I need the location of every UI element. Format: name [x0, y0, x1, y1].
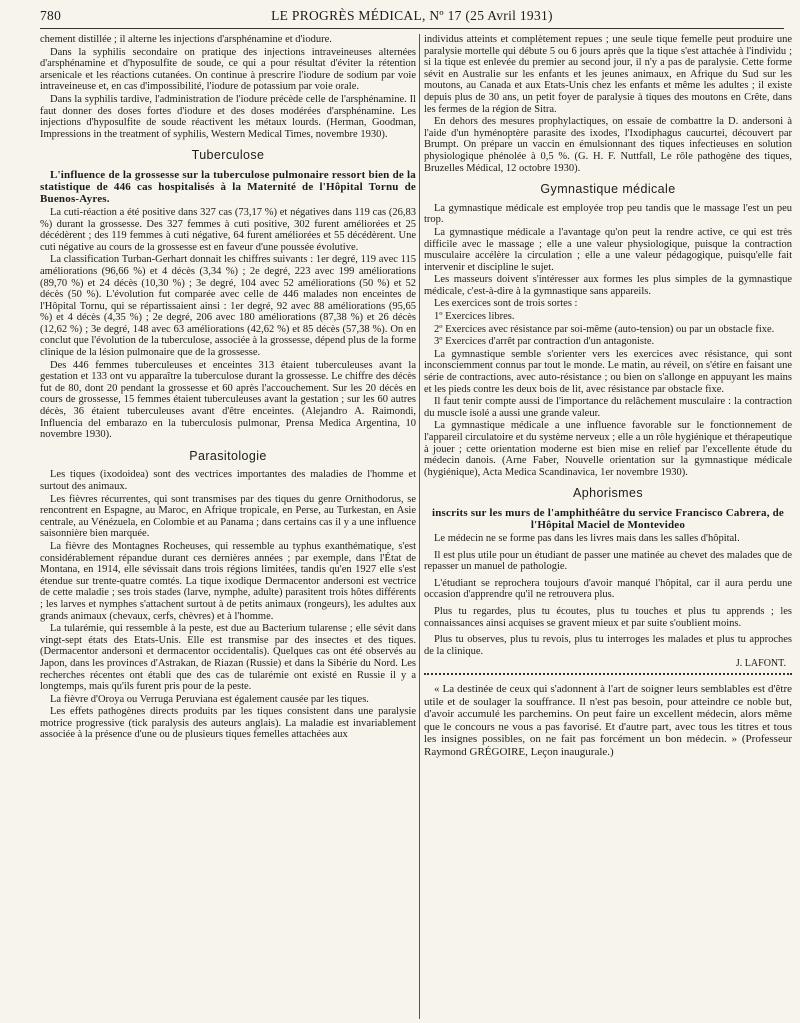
list-item: 1º Exercices libres. — [434, 311, 515, 323]
header-rule — [40, 28, 784, 29]
closing-quote: « La destinée de ceux qui s'adonnent à l'art de soigner leurs semblables est d'être utile et de soulager la souffrance. Il n'est pas besoin, pour atteindre ce noble but, d'avoir accumulé les parchemins. On peut faire un excellent médecin, alors même que le concours ne vous a pas favorisé. Et d'autre part, avec tous les titres et tous les insignes possibles, on ne fait pas forcément un bon médecin. » (Professeur Raymond GRÉGOIRE, Leçon inaugurale.) — [424, 682, 792, 758]
aphorism: Plus tu observes, plus tu revois, plus tu interroges les malades et plus tu approches de la clinique. — [424, 634, 792, 657]
section-heading-parasitologie: Parasitologie — [189, 448, 267, 463]
paragraph: La fièvre d'Oroya ou Verruga Peruviana est également causée par les tiques. — [50, 693, 369, 705]
left-column — [40, 34, 416, 1019]
paragraph: individus atteints et complètement repues ; une seule tique femelle peut produire une paralysie mortelle qui débute 5 ou 6 jours après que la tique s'est attachée à l'individu ; si la tique est enlevée du premier au second jour, il n'y a pas de paralysie. Cette forme sévit en Australie sur les enfants et les jeunes animaux, en Afrique du Sud sur les moutons, au Canada et aux Etats-Unis chez les enfants et même les adultes ; il existe depuis plus de 30 ans, un petit foyer de paralysie à tiques des moutons en Crête, dans les fermes de la région de Sitra. — [424, 34, 792, 115]
aphorismes-subtitle: inscrits sur les murs de l'amphithéâtre du service Francisco Cabrera, de l'Hôpital Maciel de Montevideo — [431, 506, 784, 531]
paragraph: La cuti-réaction a été positive dans 327 cas (73,17 %) et négatives dans 119 cas (26,83 %) durant la grossesse. Des 327 femmes à cuti positive, 302 furent améliorées et 25 décédèrent ; des 119 femmes à cuti négative, 64 furent améliorées et 55 décédèrent. Une cuti négative au cours de la grossesse est en faveur d'une poussée évolutive. — [40, 206, 416, 253]
article-title: L'influence de la grossesse sur la tuberculose pulmonaire ressort bien de la statistique de 446 cas hospitalisés à la Maternité de l'Hôpital Tornu de Buenos-Ayres. — [40, 168, 416, 205]
section-heading-gymnastique: Gymnastique médicale — [540, 182, 676, 197]
paragraph: Les effets pathogènes directs produits par les tiques consistent dans une paralysie motrice progressive (tick paralysis des auteurs anglais). La maladie est invariablement associée à la présence d'une ou de plusieurs tiques femelles attachées aux — [40, 706, 416, 741]
paragraph: Dans la syphilis secondaire on pratique des injections intraveineuses alternées d'arsphénamine et d'hyposulfite de soude, ce qui a pour résultat d'éviter la rétention arsenicale et les réactions cutanées. On continue à prescrire l'iodure de sodium par voie intraveineuse et, en cas d'impossibilité, l'iodure de potassium par voie orale. — [40, 46, 416, 93]
paragraph: Des 446 femmes tuberculeuses et enceintes 313 étaient tuberculeuses avant la gestation et 133 ont vu apparaître la tuberculose durant la grossesse. Le chiffre des décès fut de 80, dont 20 pendant la grossesse et 60 après l'accouchement. Sur les 20 décès en cours de grossesse, 15 femmes étaient tuberculeuses avant la gestation ; sur les 60 autres décès, 36 étaient tuberculeuses avant d'être enceintes. (Alejandro A. Raimondi, Influencia del embarazo en la tuberculosis pulmonar, Prensa Medica Argentina, 10 novembre 1930). — [40, 359, 416, 441]
paragraph: Les fièvres récurrentes, qui sont transmises par des tiques du genre Ornithodorus, se rencontrent en Espagne, au Maroc, en Afrique tropicale, en Perse, au Turkestan, en Asie centrale, au Vénézuela, en Colombie et au Panama ; dans certains cas il y a une influence saisonnière bien marquée. — [40, 493, 416, 540]
list-item: 2º Exercices avec résistance par soi-même (auto-tension) ou par un obstacle fixe. — [434, 323, 775, 335]
aphorismes-list — [424, 533, 792, 657]
paragraph: La tularémie, qui ressemble à la peste, est due au Bacterium tularense ; elle sévit dans vingt-sept états des Etats-Unis. Elle est transmise par des insectes et des tiques. (Dermacentor andersoni et dermacentor occidentalis). Quelques cas ont été observés au Japon, dans les provinces d'Astrakan, de Riazan (Russie) et dans la Sibérie du Nord. Les recherches récentes ont établi que des cas de tularémie ont existé en Russie il y a longtemps, mais qu'ils furent pris pour de la peste. — [40, 623, 416, 693]
paragraph: La fièvre des Montagnes Rocheuses, qui ressemble au typhus exanthématique, s'est considérablement répandue durant ces dernières années ; par exemple, dans l'État de Montana, en 1914, elle sévissait dans trois régions limitées, tandis qu'en 1927 elle s'est étendue sur trente-quatre comtés. La tique ixodique Dermacentor andersoni est vectrice de cette maladie ; ses trois stades (larve, nymphe, adulte) parasitent trois hôtes différents ; les larves et nymphes s'attachent surtout à de petits animaux (rongeurs), les adultes aux grands animaux (chevaux, cerfs, chèvres) et à l'homme. — [40, 540, 416, 622]
column-divider — [419, 34, 420, 1019]
paragraph: Dans la syphilis tardive, l'administration de l'iodure précède celle de l'arsphénamine. Il faut donner des doses fortes d'iodure et des doses modérées d'arsphénamine. Les injections d'hyposulfite de soude réactivent les métaux lourds. (Herman, Goodman, Impressions in the treatment of syphilis, Western Medical Times, novembre 1930). — [40, 93, 416, 140]
aphorism: Le médecin ne se forme pas dans les livres mais dans les salles d'hôpital. — [434, 532, 740, 544]
dotted-separator — [424, 673, 792, 675]
paragraph: Les masseurs doivent s'intéresser aux formes les plus simples de la gymnastique médicale, c'est-à-dire à la gymnastique sans appareils. — [424, 274, 792, 297]
section-heading-aphorismes: Aphorismes — [573, 486, 643, 501]
paragraph: En dehors des mesures prophylactiques, on essaie de combattre la D. andersoni à l'aide d'un hyménoptère parasite des ixodes, l'Ixodiphagus caucurtei, découvert par Brumpt. On prépare un vaccin en émulsionnant des tiques infectieuses en solution physiologique phénolée à 0,5 %. (G. H. F. Nuttfall, Le rôle pathogène des tiques, Bruzelles Médical, 12 octobre 1930). — [424, 116, 792, 174]
right-column — [424, 34, 792, 1019]
aphorism: Plus tu regardes, plus tu écoutes, plus tu touches et plus tu apprends ; les connaissances ainsi acquises se gravent mieux et par suite s'oublient moins. — [424, 605, 792, 629]
aphorismes-signature: J. LAFONT. — [735, 658, 786, 670]
paragraph: Les exercices sont de trois sortes : — [434, 298, 578, 310]
paragraph: La gymnastique médicale est employée trop peu tandis que le massage l'est un peu trop. — [424, 202, 792, 226]
page-number: 780 — [40, 8, 62, 23]
paragraph: La gymnastique médicale a une influence favorable sur le fonctionnement de l'appareil circulatoire et du système nerveux ; elle a un rôle hygiénique et thérapeutique à jouer ; cette orientation moderne est bien mise en relief par l'excellente étude du médecin danois. (Arne Faber, Nouvelle orientation sur la gymnastique médicale (hygiénique), Acta Medica Scandinavica, 1er novembre 1930). — [424, 420, 792, 478]
aphorism: L'étudiant se reprochera toujours d'avoir manqué l'hôpital, car il aura perdu une occasion d'apprendre qu'il ne retrouvera plus. — [424, 577, 792, 601]
section-heading-tuberculose: Tuberculose — [191, 148, 265, 163]
paragraph: Il faut tenir compte aussi de l'importance du relâchement musculaire : la contraction du muscle isolé a aussi une grande valeur. — [424, 396, 792, 419]
paragraph: La gymnastique semble s'orienter vers les exercices avec résistance, qui sont inconsciemment connus par tout le monde. Le matin, au réveil, on s'étire en faisant une série de contractions, avec auto-résistance ; ou bien on s'allonge en appuyant les mains et les pieds contre les deux bois de lit, avec résistance par obstacle fixe. — [424, 348, 792, 395]
list-item: 3º Exercices d'arrêt par contraction d'un antagoniste. — [434, 336, 655, 348]
paragraph: La classification Turban-Gerhart donnait les chiffres suivants : 1er degré, 119 avec 115 améliorations (96,66 %) et 4 décès (3,34 %) ; 2e degré, 223 avec 199 améliorations (89,70 %) et 24 décès (10,30 %) ; 3e degré, 104 avec 52 améliorations (50 %) et 52 décès (50 %). L'évolution fut comparée avec celle de 446 malades non enceintes de l'Hôpital Tornu, qui se répartissaient ainsi : 1er degré, 92 avec 88 améliorations (95,65 %) et 4 décès (4,35 %) ; 2e degré, 206 avec 180 améliorations (87,38 %) et 26 décès (12,62 %) ; 3e degré, 148 avec 63 améliorations (42,62 %) et 85 décès (57,38 %). On en conclut que l'évolution de la tuberculose, associée à la grossesse, dépend plus de la forme clinique de la lésion pulmonaire que de la grossesse. — [40, 254, 416, 359]
paragraph: La gymnastique médicale a l'avantage qu'on peut la rendre active, ce qui est très difficile avec le massage ; elle a une valeur physiologique, puisque la contraction musculaire accélère la circulation ; elle a une valeur pédagogique, puisqu'elle fait intervenir et discipline le sujet. — [424, 226, 792, 273]
paragraph: chement distillée ; il alterne les injections d'arsphénamine et d'iodure. — [40, 34, 332, 45]
paragraph: Les tiques (ixodoidea) sont des vectrices importantes des maladies de l'homme et surtout des animaux. — [40, 469, 416, 492]
page-header — [40, 8, 784, 28]
aphorism: Il est plus utile pour un étudiant de passer une matinée au chevet des malades que de repasser un manuel de pathologie. — [424, 549, 792, 573]
journal-title: LE PROGRÈS MÉDICAL, Nº 17 (25 Avril 1931) — [271, 8, 553, 23]
